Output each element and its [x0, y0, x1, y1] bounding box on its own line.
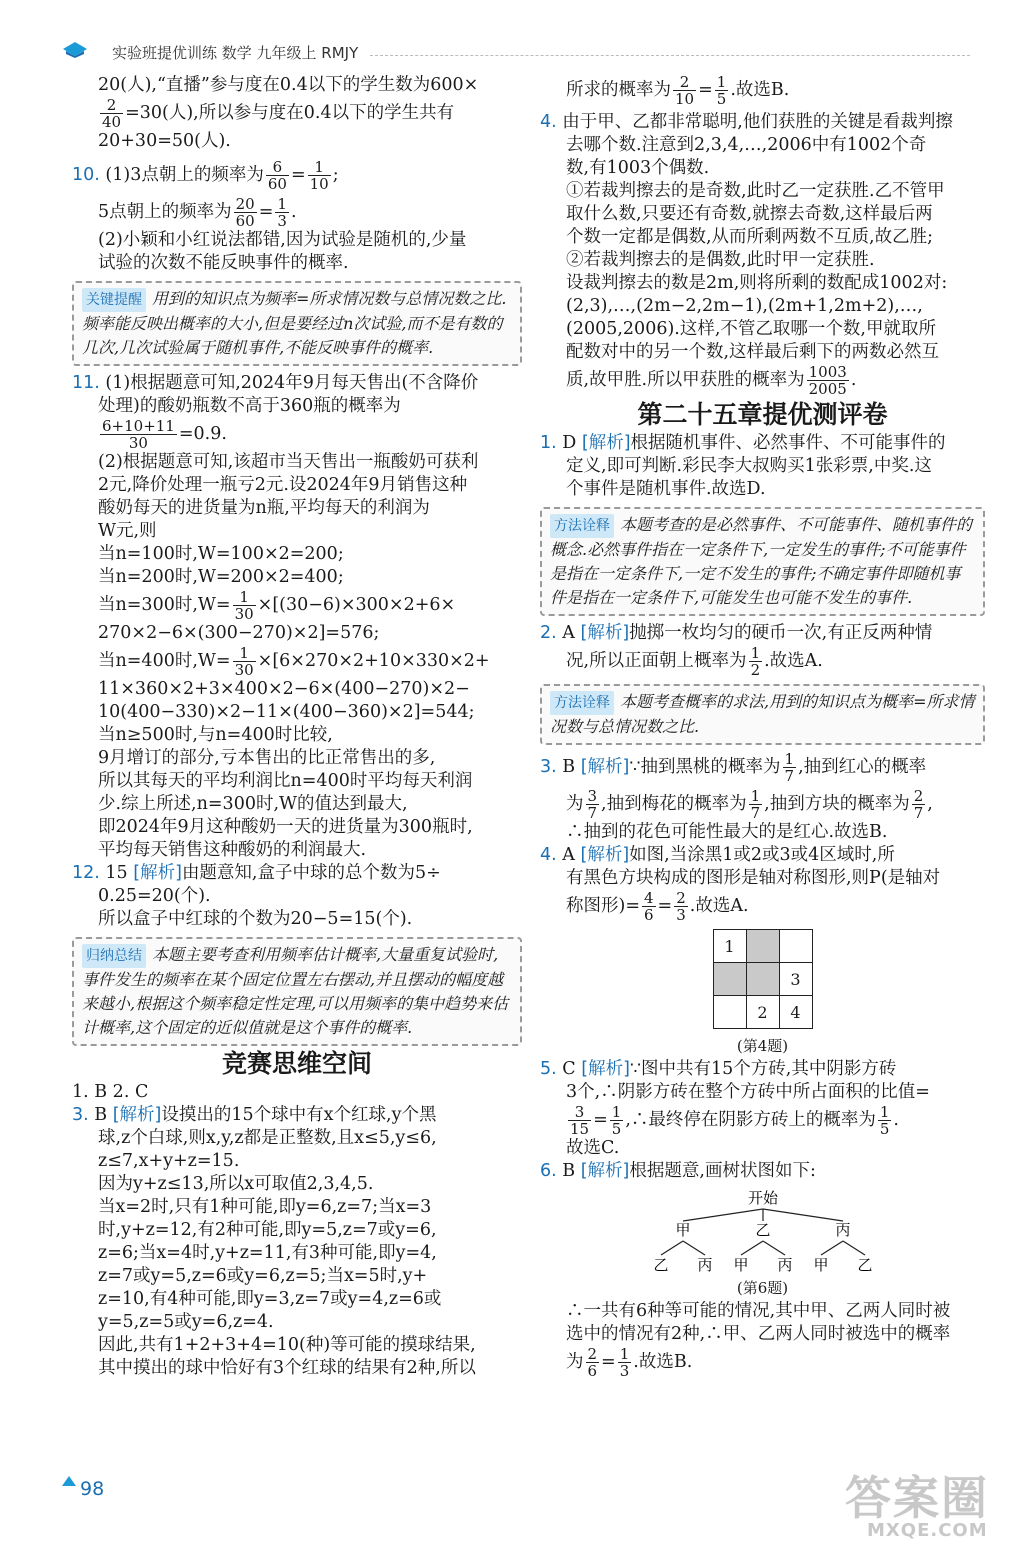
text-line: 选中的情况有2种,∴甲、乙两人同时被选中的概率 [566, 1324, 951, 1344]
text-line: 20(人),“直播”参与度在0.4以下的学生数为600× [98, 75, 479, 95]
right-column [540, 74, 985, 1379]
grid-cell: 4 [779, 996, 812, 1029]
text-line: 球,z个白球,则x,y,z都是正整数,且x≤5,y≤6, [98, 1128, 437, 1148]
tree-node-level2: 丙 [776, 1256, 793, 1273]
answer-11: 11. (1)根据题意可知,2024年9月每天售出(不含降价 [72, 373, 479, 393]
text-line: 所求的概率为 $\frac{2}{10}$ = $\frac{1}{5}$ .故选B. [566, 73, 790, 108]
page-number: 98 [80, 1478, 105, 1500]
text-line: 质,故甲胜.所以甲获胜的概率为 $\frac{1003}{2005}$ . [566, 363, 857, 398]
left-column [72, 74, 522, 1380]
tree-edge [741, 1241, 763, 1255]
text-line: $\frac{3}{15}$ = $\frac{1}{5}$ ,∴最终停在阴影方砖上的概率为 $\frac{1}{5}$ . [570, 1103, 899, 1138]
text-line: 况,所以正面朝上概率为 $\frac{1}{2}$ .故选A. [566, 644, 823, 679]
text-line: 因为y+z≤13,所以x可取值2,3,4,5. [98, 1174, 374, 1194]
text-line: 有黑色方块构成的图形是轴对称图形,则P(是轴对 [566, 868, 941, 888]
text-line: 当x=2时,只有1种可能,即y=6,z=7;当x=3 [98, 1197, 432, 1217]
tip-label: 归纳总结 [82, 944, 146, 968]
question-number: 6. [540, 1161, 557, 1181]
text-line: 所以盒子中红球的个数为20−5=15(个). [98, 909, 413, 929]
text-line: 时,y+z=12,有2种可能,即y=5,z=7或y=6, [98, 1220, 437, 1240]
question-number: 4. [540, 845, 557, 865]
text-line: 当n=100时,W=100×2=200; [98, 544, 344, 564]
text-line: 故选C. [566, 1138, 620, 1158]
text-line: 称图形)= $\frac{4}{6}$ = $\frac{2}{3}$ .故选A. [566, 889, 749, 924]
analysis-tag: [解析] [580, 757, 630, 777]
text-line: 9月增订的部分,亏本售出的比正常售出的多, [98, 748, 436, 768]
question-number: 3. [540, 757, 557, 777]
section-title: 第二十五章提优测评卷 [637, 400, 888, 429]
text-line: 个事件是随机事件.故选D. [566, 479, 766, 499]
text-line: $\frac{6+10+11}{30}$ =0.9. [102, 417, 227, 452]
question-number: 11. [72, 373, 100, 393]
answer-12: 12. 15 [解析]由题意知,盒子中球的总个数为5÷ [72, 863, 441, 883]
text-line: ∴抽到的花色可能性最大的是红心.故选B. [566, 822, 888, 842]
text-line: 取什么数,只要还有奇数,就擦去奇数,这样最后两 [566, 204, 933, 224]
answer-r5: 5. C [解析]∵图中共有15个方砖,其中阴影方砖 [540, 1059, 897, 1079]
grid-row [713, 996, 812, 1029]
text-line: 当n=300时,W= $\frac{1}{30}$ ×[(30−6)×300×2+6× [98, 588, 456, 623]
tree-node-level2: 甲 [812, 1256, 829, 1273]
text-line: 当n≥500时,与n=400时比较, [98, 725, 333, 745]
tree-root: 开始 [747, 1189, 778, 1207]
grid-cell: 1 [713, 930, 746, 963]
grid-cell [779, 930, 812, 963]
question-number: 12. [72, 863, 100, 883]
tree-edge [843, 1241, 865, 1255]
text-line: 即2024年9月这种酸奶一天的进货量为300瓶时, [98, 817, 473, 837]
text-line: 当n=400时,W= $\frac{1}{30}$ ×[6×270×2+10×330×2+ [98, 644, 490, 679]
text-line: (2005,2006).这样,不管乙取哪一个数,甲就取所 [566, 319, 936, 339]
text-line: 20+30=50(人). [98, 131, 231, 151]
grid-cell-shaded [746, 930, 779, 963]
text-line: 所以其每天的平均利润比n=400时平均每天利润 [98, 771, 473, 791]
text-line: y=5,z=5或y=6,z=4. [98, 1312, 274, 1332]
tip-box [540, 507, 985, 616]
text-line: z=6;当x=4时,y+z=11,有3种可能,即y=4, [98, 1243, 437, 1263]
tip-box [72, 937, 522, 1046]
text-line: z≤7,x+y+z=15. [98, 1151, 240, 1171]
question-number: 3. [72, 1105, 89, 1125]
tip-text: 本题主要考查利用频率估计概率,大量重复试验时,事件发生的频率在某个固定位置左右摆动,并且摆动的幅度越来越小,根据这个频率稳定性定理,可以用频率的集中趋势来估计概率,这个固定的近似值就是这个事件的概率. [82, 945, 509, 1037]
tip-box [540, 684, 985, 745]
text-line: $\frac{2}{40}$ =30(人),所以参与度在0.4以下的学生共有 [102, 96, 455, 131]
watermark [845, 1462, 989, 1541]
analysis-tag: [解析] [580, 623, 630, 643]
analysis-tag: [解析] [133, 863, 182, 883]
text-line: 平均每天销售这种酸奶的利润最大. [98, 840, 367, 860]
text-line: 270×2−6×(300−270)×2]=576; [98, 623, 380, 643]
question-number: 2. [540, 623, 557, 643]
tree-edge [763, 1209, 843, 1221]
text-line: 当n=200时,W=200×2=400; [98, 567, 344, 587]
answer-3: 3. B [解析]设摸出的15个球中有x个红球,y个黑 [72, 1105, 437, 1125]
page-header [0, 0, 1026, 70]
tree-diagram [643, 1187, 883, 1273]
tree-node-level1: 甲 [674, 1221, 691, 1239]
tree-edge [683, 1209, 763, 1221]
text-line: 为 $\frac{2}{6}$ = $\frac{1}{3}$ .故选B. [566, 1345, 693, 1380]
header-divider [370, 55, 970, 56]
analysis-tag: [解析] [581, 1059, 630, 1079]
answer-4: 4. 由于甲、乙都非常聪明,他们获胜的关键是看裁判擦 [540, 112, 953, 132]
tree-edge [661, 1241, 683, 1255]
text-line: 其中摸出的球中恰好有3个红球的结果有2种,所以 [98, 1358, 476, 1378]
text-line: 1. B 2. C [72, 1082, 149, 1102]
text-line: 酸奶每天的进货量为n瓶,平均每天的利润为 [98, 498, 430, 518]
text-line: (2)小颖和小红说法都错,因为试验是随机的,少量 [98, 230, 467, 250]
text-line: (2,3),…,(2m−2,2m−1),(2m+1,2m+2),…, [566, 296, 923, 316]
tip-text: 本题考查的是必然事件、不可能事件、随机事件的概念.必然事件指在一定条件下,一定发生的事件;不可能事件是指在一定条件下,一定不发生的事件;不确定事件即随机事件是指在一定条件下,可能发生也可能不发生的事件. [550, 515, 973, 607]
text-line: 试验的次数不能反映事件的概率. [98, 253, 349, 273]
tree-node-level2: 乙 [856, 1256, 873, 1273]
grid-cell [713, 996, 746, 1029]
answer-r1: 1. D [解析]根据随机事件、必然事件、不可能事件的 [540, 433, 946, 453]
tree-node-level2: 甲 [732, 1256, 749, 1273]
header-title: 实验班提优训练 数学 九年级上 RMJY [112, 44, 359, 62]
answer-r3: 3. B [解析]∵抽到黑桃的概率为 $\frac{1}{7}$ ,抽到红心的概率 [540, 750, 927, 785]
answer-r2: 2. A [解析]抛掷一枚均匀的硬币一次,有正反两种情 [540, 623, 933, 643]
text-line: z=10,有4种可能,即y=3,z=7或y=4,z=6或 [98, 1289, 442, 1309]
question-number: 1. [540, 433, 557, 453]
tip-text: 本题考查概率的求法,用到的知识点为概率=所求情况数与总情况数之比. [550, 692, 975, 736]
tip-label: 方法诠释 [550, 514, 614, 538]
text-line: ②若裁判擦去的是偶数,此时甲一定获胜. [566, 250, 875, 270]
tree-node-level1: 乙 [754, 1221, 771, 1239]
analysis-tag: [解析] [581, 433, 631, 453]
text-line: 数,有1003个偶数. [566, 158, 710, 178]
analysis-tag: [解析] [112, 1105, 162, 1125]
grid-cell: 2 [746, 996, 779, 1029]
question-number: 5. [540, 1059, 557, 1079]
tip-box [72, 281, 522, 366]
text-line: 0.25=20(个). [98, 886, 211, 906]
answer-10: 10. (1)3点朝上的频率为 $\frac{6}{60}$ = $\frac{1}{10}$ ; [72, 158, 339, 193]
text-line: W元,则 [98, 521, 157, 541]
answer-r4: 4. A [解析]如图,当涂黑1或2或3或4区域时,所 [540, 845, 895, 865]
watermark-url: MXQE.COM [867, 1520, 988, 1541]
book-logo-icon [62, 40, 88, 58]
text-line: 2元,降价处理一瓶亏2元.设2024年9月销售这种 [98, 475, 468, 495]
tip-label: 方法诠释 [550, 691, 614, 715]
figure-grid-4 [713, 929, 813, 1029]
analysis-tag: [解析] [580, 845, 630, 865]
section-title: 竞赛思维空间 [221, 1049, 372, 1078]
text-line: 配数对中的另一个数,这样最后剩下的两数必然互 [566, 342, 940, 362]
tip-label: 关键提醒 [82, 288, 146, 312]
tree-edge [763, 1241, 785, 1255]
text-line: 处理)的酸奶瓶数不高于360瓶的概率为 [98, 396, 401, 416]
tip-text: 用到的知识点为频率=所求情况数与总情况数之比.频率能反映出概率的大小,但是要经过n次试验,而不是有数的几次,几次试验属于随机事件,不能反映事件的概率. [82, 289, 507, 357]
grid-row [713, 963, 812, 996]
tree-node-level2: 丙 [696, 1256, 713, 1273]
question-number: 4. [540, 112, 557, 132]
text-line: 3个,∴阴影方砖在整个方砖中所占面积的比值= [566, 1082, 930, 1102]
grid-cell-shaded [746, 963, 779, 996]
text-line: z=7或y=5,z=6或y=6,z=5;当x=5时,y+ [98, 1266, 428, 1286]
text-line: 定义,即可判断.彩民李大叔购买1张彩票,中奖.这 [566, 456, 932, 476]
tree-node-level2: 乙 [652, 1256, 669, 1273]
text-line: 个数一定都是偶数,从而所剩两数不互质,故乙胜; [566, 227, 934, 247]
grid-cell: 3 [779, 963, 812, 996]
text-line: 为 $\frac{3}{7}$ ,抽到梅花的概率为 $\frac{1}{7}$ ,抽到方块的概率为 $\frac{2}{7}$ , [566, 787, 933, 822]
text-line: 10(400−330)×2−11×(400−360)×2]=544; [98, 702, 475, 722]
page-marker-icon [62, 1476, 76, 1486]
question-number: 10. [72, 165, 100, 185]
watermark-logo-text: 答案圈 [845, 1471, 989, 1525]
text-line: (2)根据题意可知,该超市当天售出一瓶酸奶可获利 [98, 452, 479, 472]
answer-r6: 6. B [解析]根据题意,画树状图如下: [540, 1161, 816, 1181]
text-line: 11×360×2+3×400×2−6×(400−270)×2− [98, 679, 470, 699]
grid-cell-shaded [713, 963, 746, 996]
text-line: ①若裁判擦去的是奇数,此时乙一定获胜.乙不管甲 [566, 181, 945, 201]
tree-edge [821, 1241, 843, 1255]
tree-node-level1: 丙 [834, 1221, 851, 1239]
figure-caption: (第6题) [736, 1279, 789, 1297]
text-line: 因此,共有1+2+3+4=10(种)等可能的摸球结果, [98, 1335, 476, 1355]
text-line: 5点朝上的频率为 $\frac{20}{60}$ = $\frac{1}{3}$ . [98, 195, 297, 230]
tree-edge [683, 1241, 705, 1255]
text-line: 少.综上所述,n=300时,W的值达到最大, [98, 794, 408, 814]
figure-caption: (第4题) [736, 1037, 789, 1055]
grid-row [713, 930, 812, 963]
text-line: 去哪个数.注意到2,3,4,…,2006中有1002个奇 [566, 135, 927, 155]
text-line: ∴一共有6种等可能的情况,其中甲、乙两人同时被 [566, 1301, 951, 1321]
text-line: 设裁判擦去的数是2m,则将所剩的数配成1002对: [566, 273, 948, 293]
fraction: $\frac{2}{40}$ [102, 96, 122, 131]
analysis-tag: [解析] [580, 1161, 630, 1181]
